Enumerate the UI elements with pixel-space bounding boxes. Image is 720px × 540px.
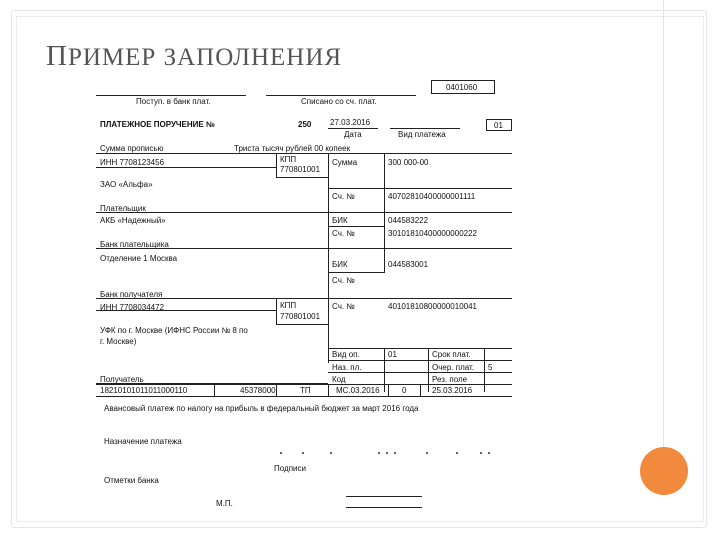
slide-accent-line (663, 0, 664, 448)
op-last-column-line (484, 348, 485, 392)
payee-kpp-bottom-line (276, 324, 328, 325)
payee-account-top-line (328, 298, 512, 299)
payer-bank: АКБ «Надежный» (100, 216, 166, 225)
dot (456, 452, 458, 454)
kbk: 18210101011011000110 (100, 386, 188, 395)
middle-column-line (328, 153, 329, 363)
op-row-line-2 (328, 372, 512, 373)
payer-bik-label: БИК (332, 216, 348, 225)
dot (480, 452, 482, 454)
due-label: Срок плат. (432, 350, 471, 359)
tax-row-bottom-line (96, 396, 512, 397)
payer-bank-bottom-line (96, 248, 512, 249)
kpp-label: КПП (280, 155, 297, 164)
inn-kpp-divider (276, 153, 277, 177)
payer-corr: 30101810400000000222 (388, 229, 477, 238)
payee-account-label: Сч. № (332, 302, 355, 311)
payee-inn-kpp-divider (276, 298, 277, 324)
date-label: Дата (344, 130, 362, 139)
payment-type-label: Вид платежа (398, 130, 446, 139)
payee-bank-bottom-line (96, 298, 328, 299)
priority-label: Очер. плат. (432, 363, 475, 372)
signature-line-1 (346, 496, 422, 497)
date-line (328, 128, 378, 129)
res-field-label: Рез. поле (432, 375, 468, 384)
tax-divider-1 (214, 384, 215, 396)
payment-type-line (390, 128, 460, 129)
priority-value: 5 (488, 363, 493, 372)
payee-bank: Отделение 1 Москва (100, 254, 178, 263)
dot (330, 452, 332, 454)
payee-kpp-label: КПП (280, 301, 297, 310)
received-label: Поступ. в банк плат. (136, 97, 211, 106)
amount-words-label: Сумма прописью (100, 144, 164, 153)
doc-date: 25.03.2016 (432, 386, 473, 395)
payer-account-label: Сч. № (332, 192, 355, 201)
amount-bottom-line (96, 153, 512, 154)
payer-bottom-line (96, 212, 328, 213)
payee-bik-label: БИК (332, 260, 348, 269)
sum-value: 300 000-00 (388, 158, 429, 167)
payee-kpp: 770801001 (280, 312, 321, 321)
payer-account: 40702810400000001111 (388, 192, 476, 201)
received-line (96, 95, 246, 96)
payee-caption: Получатель (100, 375, 144, 384)
debited-line (266, 95, 416, 96)
payee-name-line1: УФК по г. Москве (ИФНС России № 8 по (100, 326, 248, 335)
doc-number: 250 (298, 120, 312, 129)
dot (378, 452, 380, 454)
debited-label: Списано со сч. плат. (301, 97, 377, 106)
dot (280, 452, 282, 454)
stamp-label: М.П. (216, 499, 233, 508)
tax-divider-2 (276, 384, 277, 396)
tax-row-top-line (96, 384, 512, 385)
payer-name: ЗАО «Альфа» (100, 180, 153, 189)
doc-no: 0 (402, 386, 407, 395)
dot (386, 452, 388, 454)
payer-corr-label: Сч. № (332, 229, 355, 238)
tax-divider-5 (420, 384, 421, 396)
doc-title: ПЛАТЕЖНОЕ ПОРУЧЕНИЕ № (100, 120, 215, 129)
purpose-code-label: Наз. пл. (332, 363, 362, 372)
period: МС.03.2016 (336, 386, 380, 395)
payer-inn: ИНН 7708123456 (100, 158, 165, 167)
amount-words: Триста тысяч рублей 00 копеек (234, 144, 351, 153)
basis: ТП (300, 386, 311, 395)
purpose-caption: Назначение платежа (104, 437, 182, 446)
payment-order-document (96, 80, 516, 520)
sum-label: Сумма (332, 158, 358, 167)
signature-line-2 (346, 507, 422, 508)
inn-row-line (96, 167, 276, 168)
payee-corr-label: Сч. № (332, 276, 355, 285)
bik-row-line (328, 226, 384, 227)
payee-bank-caption: Банк получателя (100, 290, 163, 299)
sum-row-line (328, 188, 512, 189)
op-value-column-line (384, 348, 385, 392)
op-row-line-1 (328, 360, 512, 361)
tax-divider-4 (388, 384, 389, 396)
bik-top-line (328, 212, 512, 213)
dot (488, 452, 490, 454)
dot (394, 452, 396, 454)
code-label: Код (332, 375, 346, 384)
payer-bik: 044583222 (388, 216, 429, 225)
tax-divider-3 (328, 384, 329, 396)
date-value: 27.03.2016 (330, 118, 371, 127)
payer-bank-caption: Банк плательщика (100, 240, 169, 249)
bank-marks-label: Отметки банка (104, 476, 159, 485)
payee-name-line2: г. Москве) (100, 337, 137, 346)
payer-caption: Плательщик (100, 204, 146, 213)
value-column-line (384, 153, 385, 273)
payee-bik-line (328, 272, 384, 273)
form-code: 0401060 (446, 83, 478, 92)
signatures-label: Подписи (274, 464, 306, 473)
payee-inn-row-line (96, 310, 276, 311)
op-type-value: 01 (388, 350, 397, 359)
dot (426, 452, 428, 454)
dot (302, 452, 304, 454)
payee-bik: 044583001 (388, 260, 429, 269)
payee-account: 40101810800000010041 (388, 302, 477, 311)
oktmo: 45378000 (240, 386, 276, 395)
orange-circle-decoration (640, 447, 688, 495)
payer-kpp: 770801001 (280, 165, 321, 174)
op-due-column-line (428, 348, 429, 392)
purpose-text: Авансовый платеж по налогу на прибыль в федеральный бюджет за март 2016 года (104, 404, 419, 413)
status-code: 01 (494, 121, 503, 130)
kpp-bottom-line (276, 177, 328, 178)
op-type-label: Вид оп. (332, 350, 360, 359)
payee-inn: ИНН 7708034472 (100, 303, 165, 312)
slide-title (46, 40, 342, 73)
slide-title-initial: П (46, 40, 68, 72)
slide-title-rest: РИМЕР ЗАПОЛНЕНИЯ (67, 44, 343, 71)
